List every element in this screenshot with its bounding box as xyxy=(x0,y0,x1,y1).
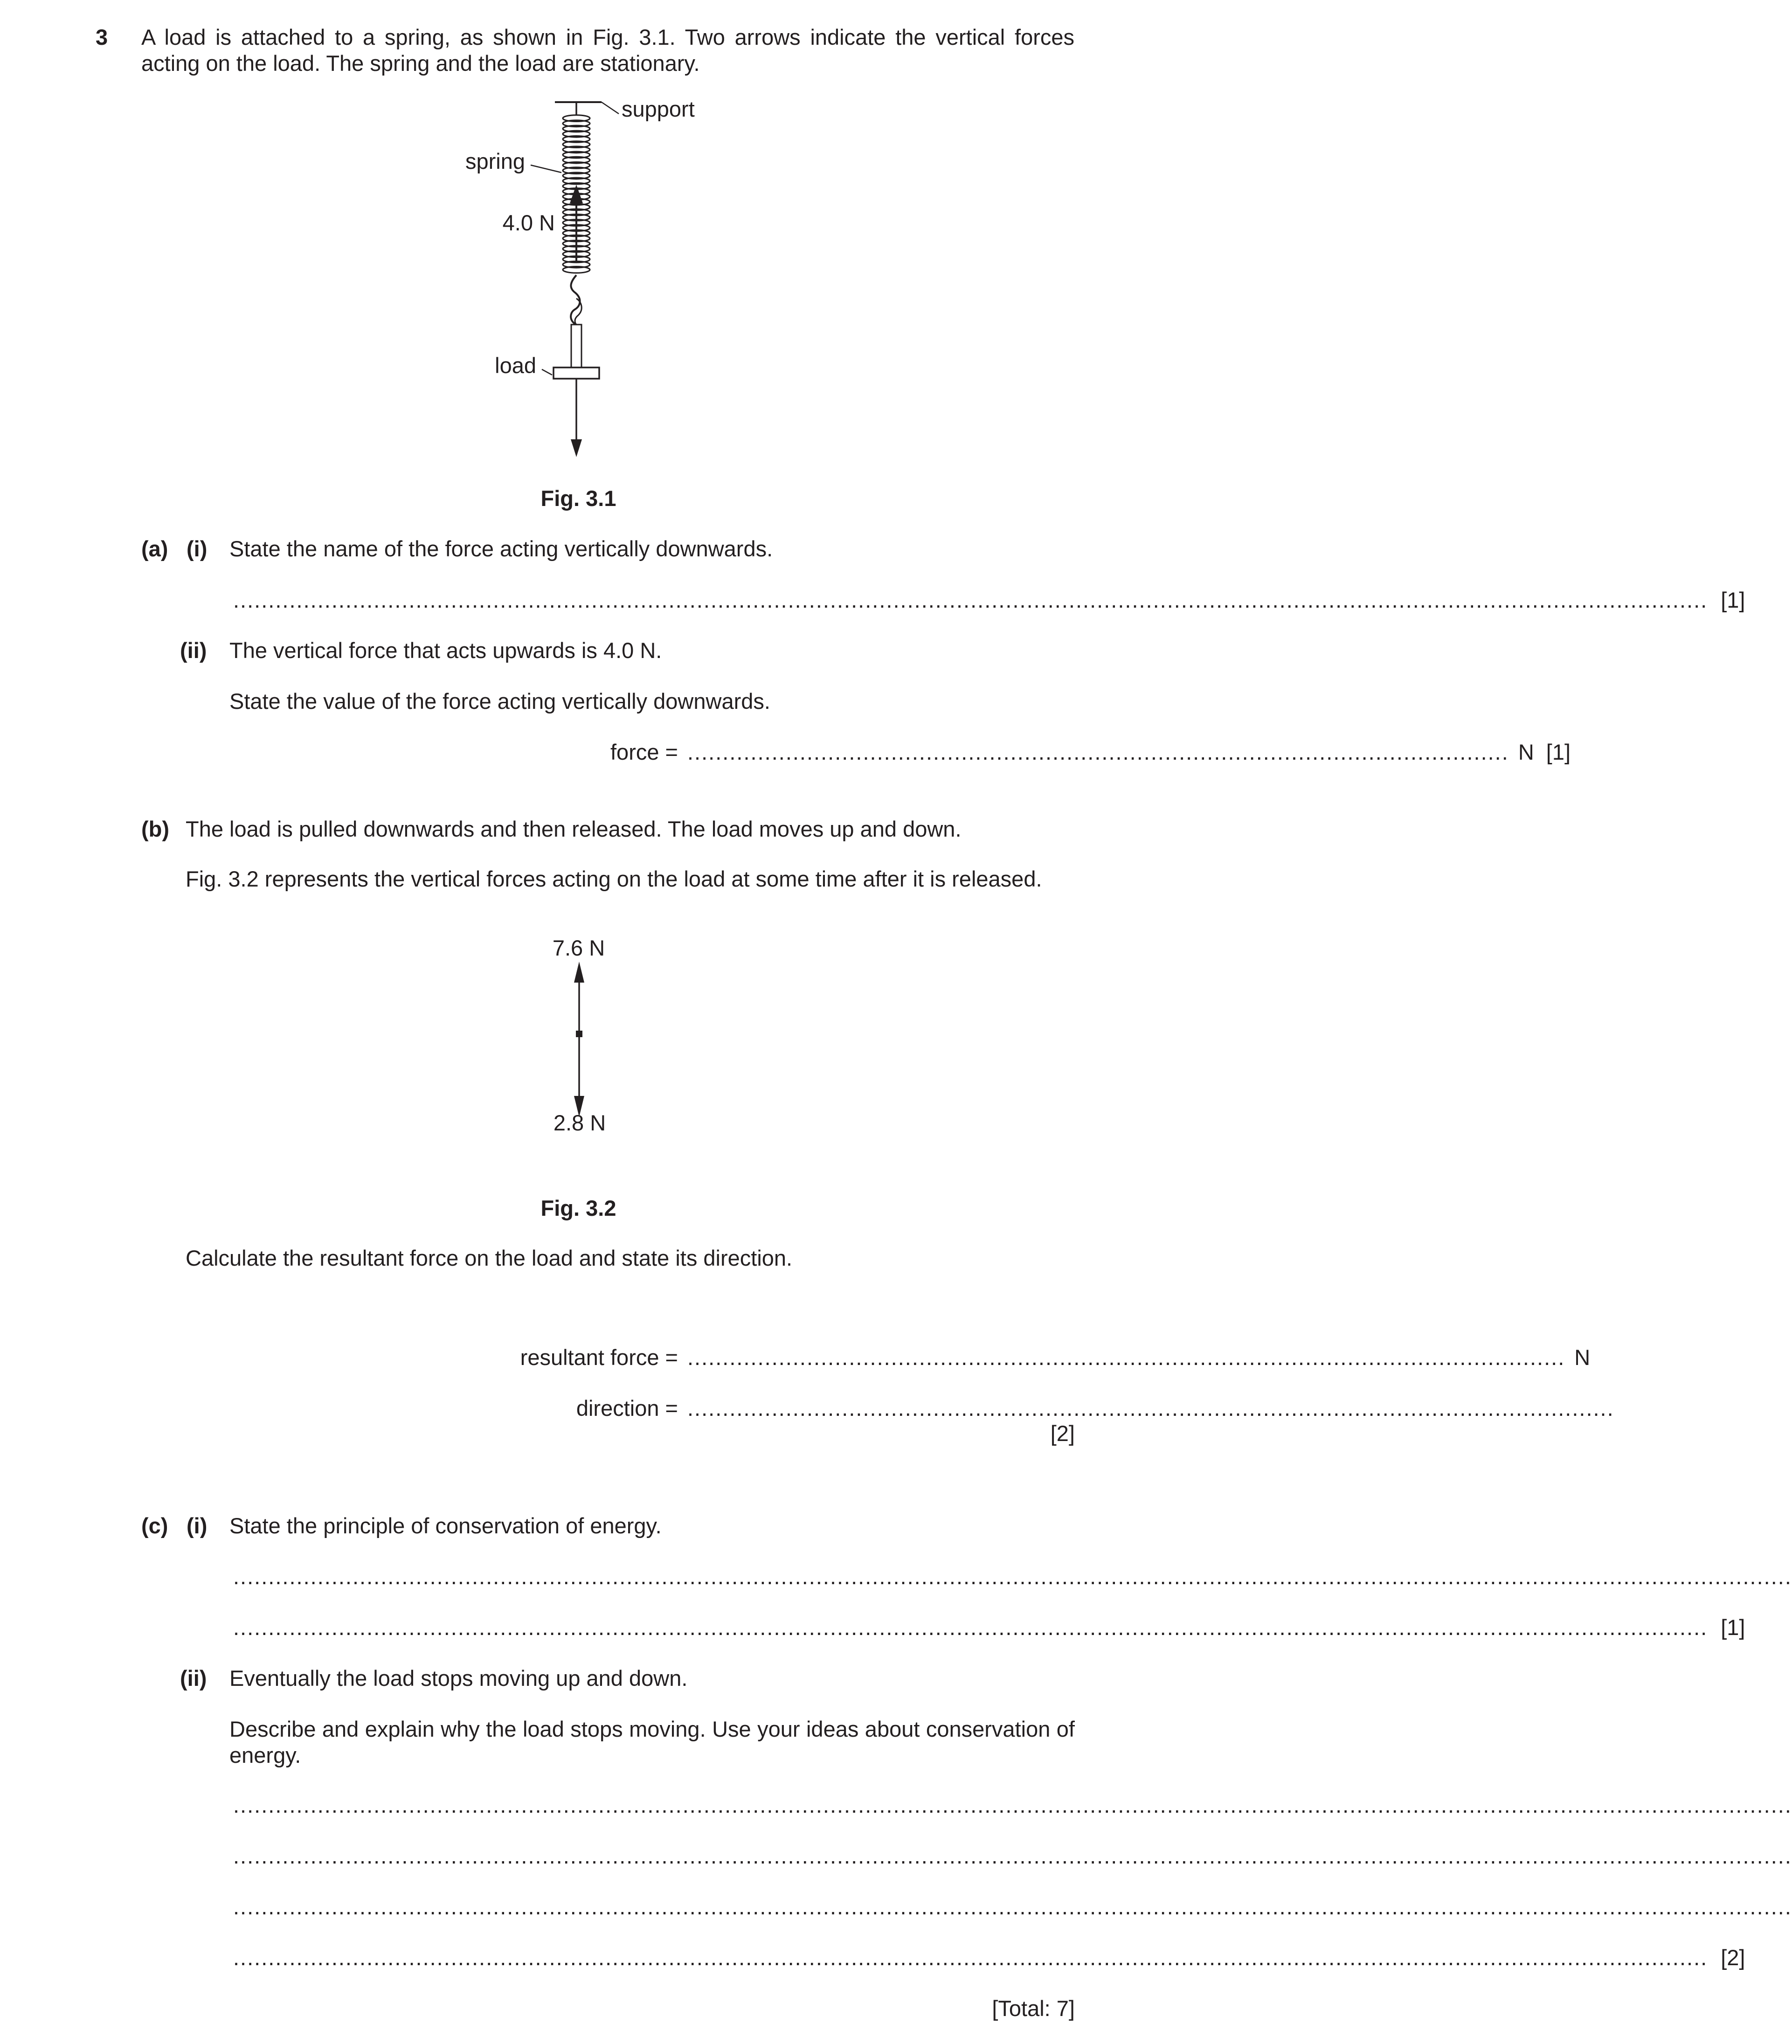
part-a-ii-prompt: State the value of the force acting vertically downwards. xyxy=(229,689,770,714)
part-b-figure-ref: Fig. 3.2 represents the vertical forces acting on the load at some time after it is released. xyxy=(186,866,1042,891)
support-label: support xyxy=(622,97,695,121)
dotted-line: .................................................................................................................................... xyxy=(687,1396,1614,1420)
marks-a-ii: [1] xyxy=(1546,740,1571,764)
dotted-line: .................................................................................................................................................................................................................. xyxy=(233,1615,1708,1640)
marks-a-i: [1] xyxy=(1721,588,1745,612)
part-c-ii-label: (ii) xyxy=(180,1666,207,1691)
direction-label: direction = xyxy=(576,1396,678,1420)
part-b-prompt: Calculate the resultant force on the load and state its direction. xyxy=(186,1246,793,1270)
marks-c-i: [1] xyxy=(1721,1615,1745,1640)
part-c-ii-prompt: Describe and explain why the load stops moving. Use your ideas about conservation of energy. xyxy=(229,1717,1075,1767)
resultant-force-line[interactable] xyxy=(687,1344,1591,1371)
dotted-line: .............................................................................................................................................................................................................................. xyxy=(233,1793,1792,1817)
force-answer-line[interactable] xyxy=(687,739,1571,765)
dotted-line: .................................................................................................................................................................................................................. xyxy=(233,1945,1708,1970)
answer-line-c-ii-2[interactable] xyxy=(233,1843,1792,1869)
dotted-line: .............................................................................................................................................................................................................................. xyxy=(233,1843,1792,1868)
spring-label: spring xyxy=(465,149,525,173)
spring-load-diagram xyxy=(0,89,1157,471)
marks-b: [2] xyxy=(1050,1421,1075,1446)
part-c-ii-statement: Eventually the load stops moving up and down. xyxy=(229,1666,688,1691)
part-b-statement: The load is pulled downwards and then released. The load moves up and down. xyxy=(186,817,962,841)
upper-force-label: 7.6 N xyxy=(552,935,605,960)
resultant-unit: N xyxy=(1574,1345,1591,1370)
answer-line-c-ii-1[interactable] xyxy=(233,1792,1792,1818)
dotted-line: ............................................................................................................................. xyxy=(687,1345,1565,1370)
marks-c-ii: [2] xyxy=(1721,1945,1745,1970)
downward-arrow-head xyxy=(571,439,582,457)
part-a-ii-label: (ii) xyxy=(180,638,207,663)
answer-line-c-ii-4[interactable] xyxy=(233,1945,1745,1971)
answer-line-c-ii-3[interactable] xyxy=(233,1894,1792,1920)
force-up-label: 4.0 N xyxy=(502,210,555,235)
fig1-caption: Fig. 3.1 xyxy=(540,486,616,511)
force-unit: N xyxy=(1518,740,1534,764)
load-rod xyxy=(571,325,581,367)
part-c-i-label: (i) xyxy=(187,1513,208,1538)
dotted-line: .............................................................................................................................................................................................................................. xyxy=(233,1894,1792,1919)
hook-loop xyxy=(575,298,581,326)
part-a-i-label: (i) xyxy=(187,536,208,561)
lower-force-label: 2.8 N xyxy=(553,1110,606,1135)
dotted-line: .................................................................................................................................................................................................................. xyxy=(233,588,1708,612)
dotted-line: ..................................................................................................................... xyxy=(687,740,1509,764)
total-marks: [Total: 7] xyxy=(992,1996,1075,2021)
part-c-i-prompt: State the principle of conservation of energy. xyxy=(229,1513,662,1538)
part-a-i-prompt: State the name of the force acting vertically downwards. xyxy=(229,536,773,561)
question-number: 3 xyxy=(96,25,108,49)
part-a-ii-statement: The vertical force that acts upwards is 4.0 N. xyxy=(229,638,662,663)
resultant-force-label: resultant force = xyxy=(520,1345,678,1370)
force-answer-label: force = xyxy=(610,740,678,764)
dotted-line: .............................................................................................................................................................................................................................. xyxy=(233,1564,1792,1589)
question-intro: A load is attached to a spring, as shown in Fig. 3.1. Two arrows indicate the vertical forces acting on the load. The spring and the load are stationary. xyxy=(141,25,1074,76)
spring-leader xyxy=(531,165,561,173)
part-b-label: (b) xyxy=(141,817,170,841)
center-point xyxy=(576,1031,582,1037)
load-plate xyxy=(554,367,599,379)
direction-line[interactable] xyxy=(687,1395,1614,1421)
answer-line-c-i-2[interactable] xyxy=(233,1614,1745,1641)
answer-line-a-i[interactable] xyxy=(233,587,1745,613)
part-c-label: (c) xyxy=(141,1513,168,1538)
load-leader xyxy=(542,369,552,375)
answer-line-c-i-1[interactable] xyxy=(233,1564,1792,1590)
force-diagram xyxy=(0,928,1157,1143)
load-label: load xyxy=(495,353,536,378)
fig2-caption: Fig. 3.2 xyxy=(540,1196,616,1220)
part-a-label: (a) xyxy=(141,536,168,561)
support-leader xyxy=(602,102,619,114)
